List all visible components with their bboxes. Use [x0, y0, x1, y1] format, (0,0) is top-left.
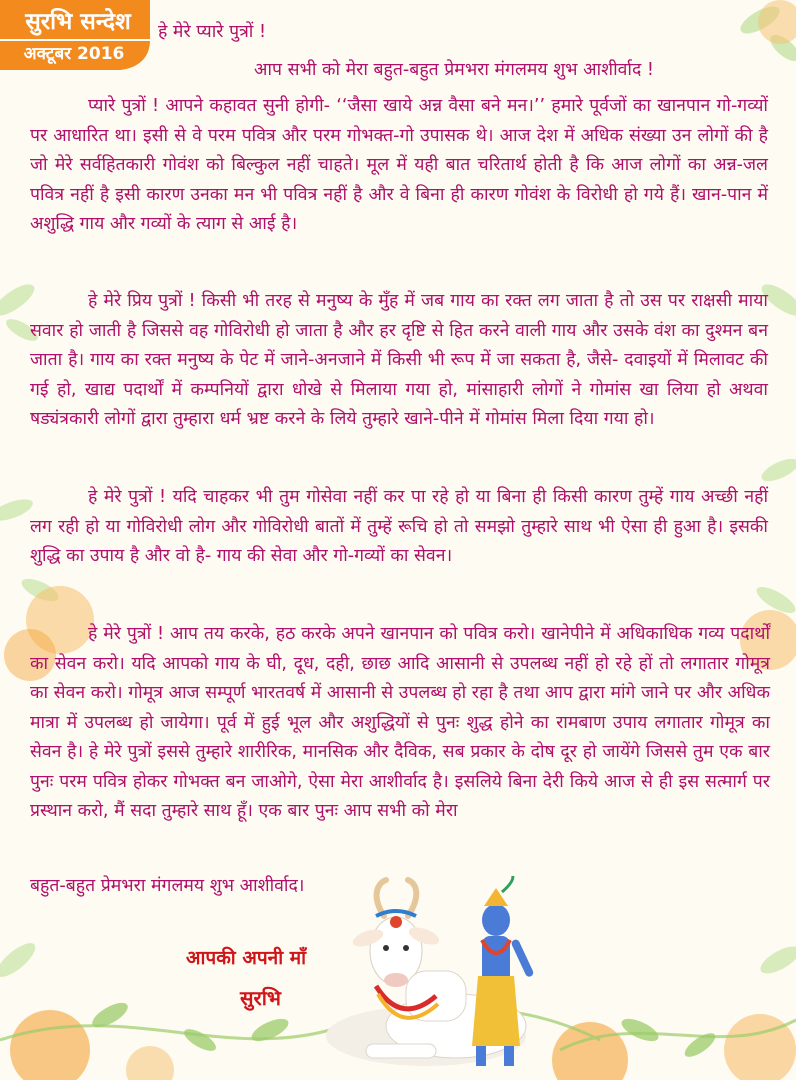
letter-paragraph: हे मेरे प्रिय पुत्रों ! किसी भी तरह से मनुष्य के मुँह में जब गाय का रक्त लग जाता है तो उस पर राक्षसी माया सवार हो जाती है जिससे वह गोविरोधी हो जाता है और हर दृष्टि से हित करने वाली गाय और उसके वंश का दुश्मन बन जाता है। गाय का रक्त मनुष्य के पेट में जाने-अनजाने में किसी भी रूप में जा सकता है, जैसे- दवाइयों में मिलावट की गई हो, खाद्य पदार्थों में कम्पनियों द्वारा धोखे से मिलाया गया हो, मांसाहारी लोगों ने गोमांस खा लिया हो अथवा षड्यंत्रकारी लोगों द्वारा तुम्हारा धर्म भ्रष्ट करने के लिये तुम्हारे खाने-पीने में गोमांस मिला दिया गया हो।: [30, 291, 768, 429]
letter-paragraph: प्यारे पुत्रों ! आपने कहावत सुनी होगी- ‘‘जैसा खाये अन्न वैसा बने मन।’’ हमारे पूर्वजों का खानपान गो-गव्यों पर आधारित था। इसी से वे परम पवित्र और परम गोभक्त-गो उपासक थे। आज देश में अधिक संख्या उन लोगों की है जो मेरे सर्वहितकारी गोवंश को बिल्कुल नहीं चाहते। मूल में यही बात चरितार्थ होती है कि आज लोगों का अन्न-जल पवित्र नहीं है इसी कारण उनका मन भी पवित्र नहीं है और वे बिना ही कारण गोवंश के विरोधी हो गये हैं। खान-पान में अशुद्धि गाय और गव्यों के त्याग से आई है।: [30, 96, 768, 234]
cow-and-krishna-illustration: [306, 876, 546, 1076]
letter-paragraph: हे मेरे पुत्रों ! आप तय करके, हठ करके अपने खानपान को पवित्र करो। खानेपीने में अधिकाधिक गव्य पदार्थों का सेवन करो। यदि आपको गाय के घी, दूध, दही, छाछ आदि आसानी से उपलब्ध नहीं हो रहे हों तो लगातार गोमूत्र का सेवन करो। गोमूत्र आज सम्पूर्ण भारतवर्ष में आसानी से उपलब्ध हो रहा है तथा आप द्वारा मांगे जाने पर और अधिक मात्रा में उपलब्ध हो जायेगा। पूर्व में हुई भूल और अशुद्धियों से पुनः शुद्ध होने का रामबाण उपाय लगातार गोमूत्र का सेवन है। हे मेरे पुत्रों इससे तुम्हारे शारीरिक, मानसिक और दैविक, सब प्रकार के दोष दूर हो जायेंगे जिससे तुम एक बार पुनः परम पवित्र होकर गोभक्त बन जाओगे, ऐसा मेरा आशीर्वाद है। इसलिये बिना देरी किये आज से ही इस सत्मार्ग पर प्रस्थान करो, मैं सदा तुम्हारे साथ हूँ। एक बार पुनः आप सभी को मेरा: [30, 624, 770, 821]
magazine-title: सुरभि सन्देश: [25, 9, 131, 35]
letter-paragraph: हे मेरे पुत्रों ! यदि चाहकर भी तुम गोसेवा नहीं कर पा रहे हो या बिना ही किसी कारण तुम्हें गाय अच्छी नहीं लग रही हो या गोविरोधी लोग और गोविरोधी बातों में तुम्हें रूचि हो तो समझो तुम्हारे साथ भी ऐसा ही हुआ है। इसकी शुद्धि का उपाय है और वो है- गाय की सेवा और गो-गव्यों का सेवन।: [30, 487, 768, 566]
letter-closing-line: बहुत-बहुत प्रेमभरा मंगलमय शुभ आशीर्वाद।: [30, 876, 305, 896]
signature-name: सुरभि: [240, 986, 281, 1010]
signature-line: आपकी अपनी माँ: [186, 947, 307, 969]
letter-greeting: हे मेरे प्यारे पुत्रों !: [158, 22, 266, 42]
issue-date: अक्टूबर 2016: [23, 44, 125, 64]
magazine-header-badge: [0, 0, 152, 72]
letter-blessing: आप सभी को मेरा बहुत-बहुत प्रेमभरा मंगलमय शुभ आशीर्वाद !: [254, 60, 654, 80]
